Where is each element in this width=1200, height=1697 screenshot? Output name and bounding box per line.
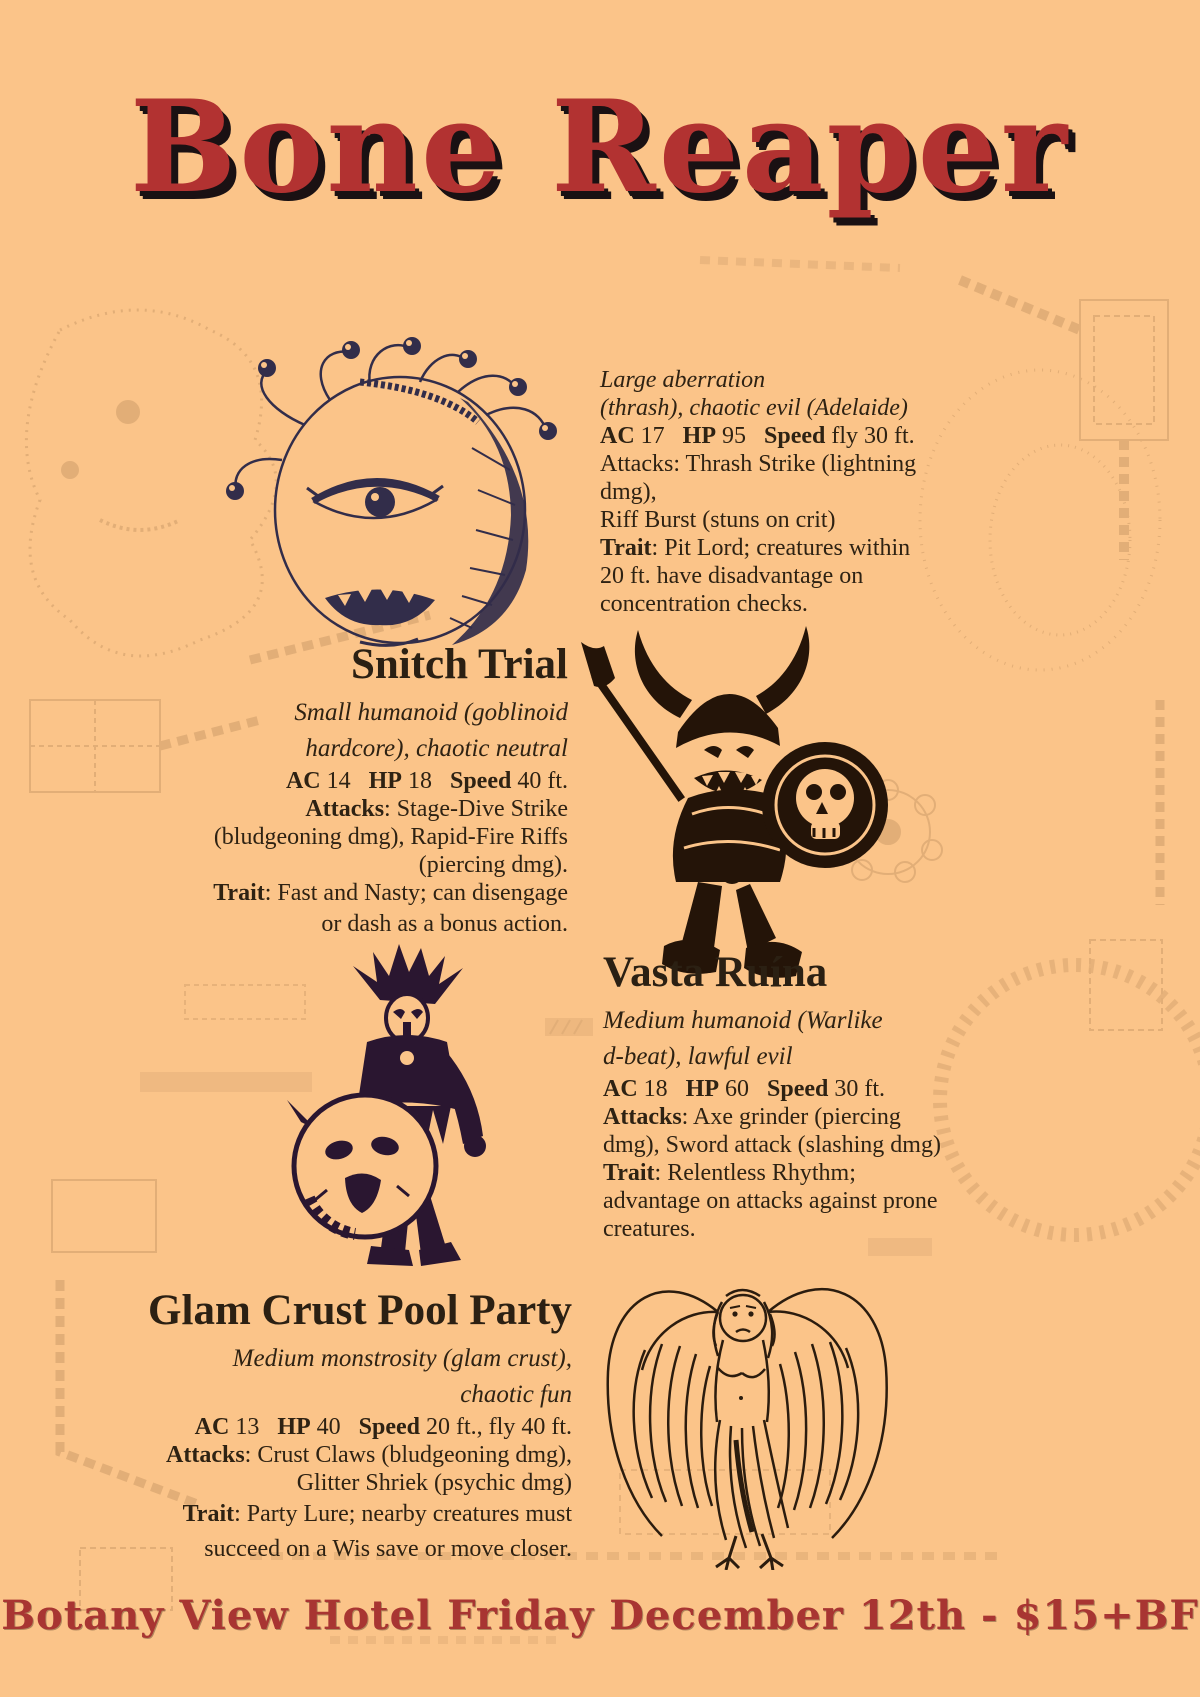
stat-line: Glitter Shriek (psychic dmg) [296, 1470, 572, 1496]
stat-line: creatures. [603, 1216, 696, 1242]
stat-line: 20 ft. have disadvantage on [600, 563, 864, 589]
stat-line: or dash as a bonus action. [321, 911, 568, 937]
stat-line: AC 17 HP 95 Speed fly 30 ft. [600, 423, 915, 449]
skull-shield-warrior-illustration [285, 938, 530, 1268]
stat-line: dmg), Sword attack (slashing dmg) [603, 1132, 941, 1158]
monster-name: Glam Crust Pool Party [148, 1287, 572, 1334]
stat-line: succeed on a Wis save or move closer. [204, 1536, 572, 1562]
stat-line: Small humanoid (goblinoid [294, 699, 568, 726]
stat-block-glam-crust [102, 1286, 572, 1567]
stat-line: dmg), [600, 479, 657, 505]
stat-line: Attacks: Stage-Dive Strike [305, 796, 568, 822]
stat-lines [603, 1003, 983, 1243]
stat-block-vasta-ruina [603, 948, 983, 1243]
monster-name: Snitch Trial [350, 641, 568, 688]
stat-block-aberration [600, 366, 960, 618]
stat-line: Trait: Pit Lord; creatures within [600, 535, 911, 561]
goblin-warrior-illustration [580, 600, 905, 1000]
stat-line: AC 18 HP 60 Speed 30 ft. [603, 1076, 886, 1102]
harpy-illustration [590, 1240, 910, 1570]
stat-line: Attacks: Thrash Strike (lightning [600, 451, 917, 477]
stat-line: Trait: Party Lure; nearby creatures must [182, 1501, 572, 1527]
stat-line: Riff Burst (stuns on crit) [600, 507, 836, 533]
stat-line: (bludgeoning dmg), Rapid-Fire Riffs [213, 824, 568, 850]
stat-lines [600, 366, 960, 618]
stat-lines [150, 695, 568, 942]
stat-block-snitch-trial [150, 640, 568, 942]
stat-line: Attacks: Crust Claws (bludgeoning dmg), [166, 1442, 572, 1468]
stat-line: Large aberration [600, 367, 766, 393]
monster-name: Vasta Ruína [603, 949, 828, 996]
stat-line: (thrash), chaotic evil (Adelaide) [600, 395, 908, 421]
stat-line: AC 13 HP 40 Speed 20 ft., fly 40 ft. [194, 1414, 572, 1440]
stat-line: d-beat), lawful evil [603, 1043, 793, 1070]
stat-line: (piercing dmg). [418, 852, 568, 878]
stat-line: concentration checks. [600, 591, 808, 617]
stat-line: hardcore), chaotic neutral [305, 735, 568, 762]
stat-line: advantage on attacks against prone [603, 1188, 938, 1214]
poster-title: Bone Reaper [129, 73, 1071, 221]
stat-line: Attacks: Axe grinder (piercing [603, 1104, 901, 1130]
stat-line: Trait: Fast and Nasty; can disengage [213, 880, 568, 906]
stat-line: Medium humanoid (Warlike [603, 1007, 883, 1034]
stat-line: Medium monstrosity (glam crust), [232, 1345, 572, 1372]
event-details: Botany View Hotel Friday December 12th - $15+BF [1, 1592, 1199, 1639]
eye-tyrant-illustration [210, 330, 570, 650]
stat-line: Trait: Relentless Rhythm; [603, 1160, 856, 1186]
stat-line: AC 14 HP 18 Speed 40 ft. [285, 768, 568, 794]
stat-lines [102, 1341, 572, 1567]
stat-line: chaotic fun [460, 1381, 572, 1408]
